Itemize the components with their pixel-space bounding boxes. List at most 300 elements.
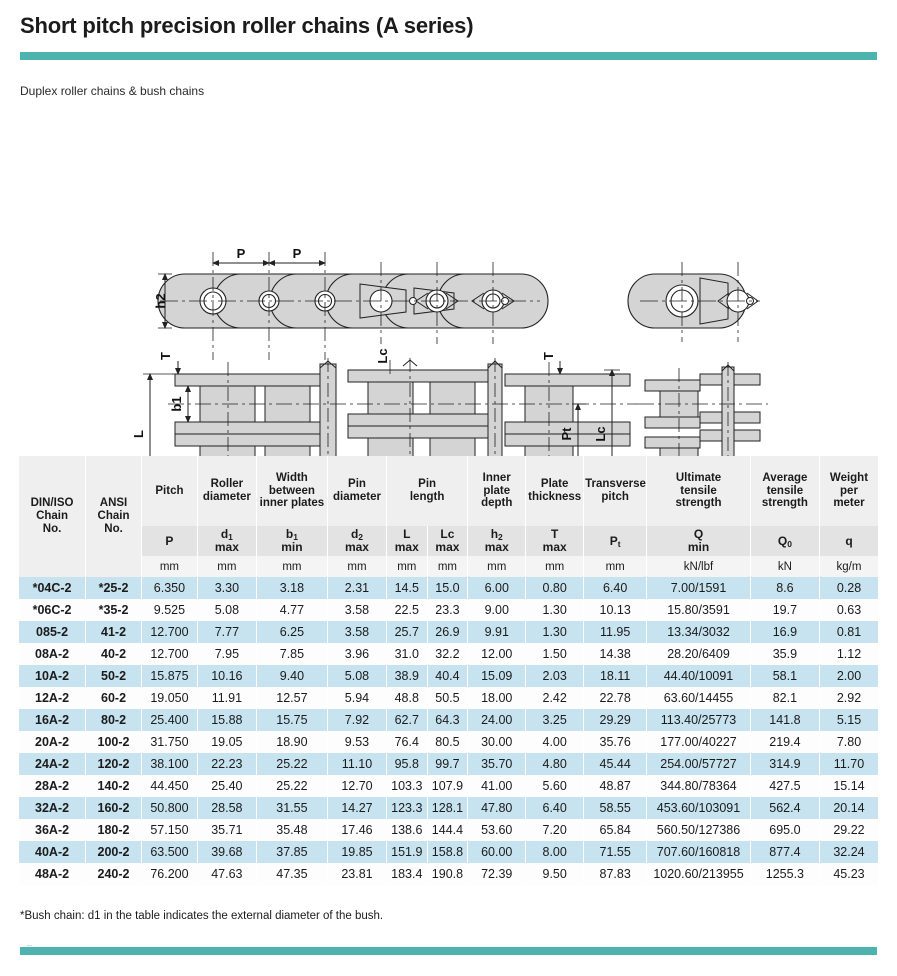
col-inner-plate-l3: depth bbox=[481, 497, 513, 510]
page-marker: _ bbox=[27, 936, 33, 946]
col-ansi-l1: ANSI bbox=[99, 497, 128, 510]
sym-h2-sub: 2 bbox=[498, 532, 503, 543]
cell-p: 25.400 bbox=[141, 709, 197, 731]
col-plate-thickness-l1: Plate bbox=[540, 478, 569, 491]
sym-roller-diameter bbox=[197, 526, 256, 556]
col-width-between-plates bbox=[256, 456, 327, 526]
cell-pt: 18.11 bbox=[584, 665, 647, 687]
cell-lc: 158.8 bbox=[427, 841, 468, 863]
cell-h2: 24.00 bbox=[468, 709, 526, 731]
cell-pt: 45.44 bbox=[584, 753, 647, 775]
table-header-symbols bbox=[19, 526, 879, 556]
cell-pt: 14.38 bbox=[584, 643, 647, 665]
cell-ansi: 240-2 bbox=[86, 863, 142, 885]
unit-roller-diameter: mm bbox=[197, 556, 256, 577]
table-row bbox=[19, 687, 879, 709]
cell-b1: 7.85 bbox=[256, 643, 327, 665]
cell-q0: 16.9 bbox=[750, 621, 819, 643]
cell-lc: 64.3 bbox=[427, 709, 468, 731]
sym-q0-sub: 0 bbox=[787, 538, 792, 549]
cell-weight: 29.22 bbox=[819, 819, 878, 841]
cell-ansi: 100-2 bbox=[86, 731, 142, 753]
sym-pin-length-l bbox=[386, 526, 427, 556]
page-title: Short pitch precision roller chains (A series) bbox=[20, 13, 474, 38]
sym-b1-qual: min bbox=[281, 540, 303, 554]
cell-lc: 26.9 bbox=[427, 621, 468, 643]
col-ansi-l3: No. bbox=[104, 522, 123, 535]
cell-h2: 6.00 bbox=[468, 577, 526, 599]
cell-weight: 1.12 bbox=[819, 643, 878, 665]
sym-pitch bbox=[141, 526, 197, 556]
cell-t: 0.80 bbox=[526, 577, 584, 599]
cell-b1: 25.22 bbox=[256, 775, 327, 797]
cell-d2: 5.08 bbox=[328, 665, 387, 687]
page-subtitle: Duplex roller chains & bush chains bbox=[20, 84, 205, 98]
cell-weight: 5.15 bbox=[819, 709, 878, 731]
col-din-iso-l2: Chain bbox=[36, 510, 69, 523]
cell-din: 40A-2 bbox=[19, 841, 86, 863]
cell-ansi: 60-2 bbox=[86, 687, 142, 709]
cell-din: 08A-2 bbox=[19, 643, 86, 665]
sym-q-qual: min bbox=[687, 540, 710, 554]
col-pin-length bbox=[386, 456, 467, 526]
unit-average-tensile: kN bbox=[750, 556, 819, 577]
table-row bbox=[19, 731, 879, 753]
col-ansi-l2: Chain bbox=[97, 510, 130, 523]
cell-d1: 47.63 bbox=[197, 863, 256, 885]
table-row bbox=[19, 819, 879, 841]
label-width-between-plates: b1 bbox=[169, 396, 184, 412]
cell-ansi: *35-2 bbox=[86, 599, 142, 621]
cell-d2: 17.46 bbox=[328, 819, 387, 841]
label-transverse-pitch: Pt bbox=[559, 427, 574, 441]
label-pin-length-cotter-right: Lc bbox=[593, 426, 608, 442]
cell-h2: 35.70 bbox=[468, 753, 526, 775]
col-pin-diameter-l2: diameter bbox=[333, 491, 381, 503]
cell-ansi: 120-2 bbox=[86, 753, 142, 775]
cell-d1: 28.58 bbox=[197, 797, 256, 819]
cell-l: 103.3 bbox=[386, 775, 427, 797]
cell-lc: 99.7 bbox=[427, 753, 468, 775]
cell-d2: 3.58 bbox=[328, 599, 387, 621]
sym-q-base: Q bbox=[693, 527, 704, 542]
cell-weight: 0.81 bbox=[819, 621, 878, 643]
sym-l-qual: max bbox=[394, 540, 419, 554]
cell-pt: 22.78 bbox=[584, 687, 647, 709]
cell-d1: 10.16 bbox=[197, 665, 256, 687]
cell-d1: 7.95 bbox=[197, 643, 256, 665]
cell-l: 138.6 bbox=[386, 819, 427, 841]
col-width-l1: Width bbox=[276, 471, 308, 484]
cell-d1: 15.88 bbox=[197, 709, 256, 731]
cell-pt: 48.87 bbox=[584, 775, 647, 797]
sym-plate-thickness bbox=[526, 526, 584, 556]
cell-ansi: 40-2 bbox=[86, 643, 142, 665]
cell-weight: 11.70 bbox=[819, 753, 878, 775]
cell-b1: 25.22 bbox=[256, 753, 327, 775]
cell-din: *06C-2 bbox=[19, 599, 86, 621]
sym-inner-plate-depth bbox=[468, 526, 526, 556]
sym-l-base: L bbox=[403, 527, 411, 542]
cell-b1: 6.25 bbox=[256, 621, 327, 643]
sym-width bbox=[256, 526, 327, 556]
cell-q: 63.60/14455 bbox=[647, 687, 751, 709]
col-weight-per-meter bbox=[819, 456, 878, 526]
cell-q: 254.00/57727 bbox=[647, 753, 751, 775]
sym-lc-base: Lc bbox=[440, 527, 455, 542]
cell-t: 4.80 bbox=[526, 753, 584, 775]
col-inner-plate-l2: plate bbox=[483, 484, 511, 497]
cell-b1: 18.90 bbox=[256, 731, 327, 753]
sym-b1-sub: 1 bbox=[293, 532, 298, 543]
cell-p: 15.875 bbox=[141, 665, 197, 687]
cell-weight: 15.14 bbox=[819, 775, 878, 797]
cell-d1: 5.08 bbox=[197, 599, 256, 621]
col-din-iso-l3: No. bbox=[42, 522, 62, 535]
label-pin-length-cotter: Lc bbox=[375, 348, 390, 364]
cell-q: 707.60/160818 bbox=[647, 841, 751, 863]
cell-weight: 7.80 bbox=[819, 731, 878, 753]
sym-average-tensile bbox=[750, 526, 819, 556]
cell-p: 76.200 bbox=[141, 863, 197, 885]
cell-d2: 2.31 bbox=[328, 577, 387, 599]
cell-l: 22.5 bbox=[386, 599, 427, 621]
cell-q0: 219.4 bbox=[750, 731, 819, 753]
accent-rule-top bbox=[20, 52, 877, 60]
cell-lc: 144.4 bbox=[427, 819, 468, 841]
cell-d2: 5.94 bbox=[328, 687, 387, 709]
cell-h2: 12.00 bbox=[468, 643, 526, 665]
cell-lc: 190.8 bbox=[427, 863, 468, 885]
cell-l: 95.8 bbox=[386, 753, 427, 775]
cell-ansi: 41-2 bbox=[86, 621, 142, 643]
sym-h2-qual: max bbox=[484, 540, 509, 554]
cell-q0: 877.4 bbox=[750, 841, 819, 863]
cell-pt: 58.55 bbox=[584, 797, 647, 819]
table-row bbox=[19, 775, 879, 797]
cell-p: 38.100 bbox=[141, 753, 197, 775]
cell-d2: 12.70 bbox=[328, 775, 387, 797]
cell-p: 12.700 bbox=[141, 621, 197, 643]
cell-t: 6.40 bbox=[526, 797, 584, 819]
cell-l: 183.4 bbox=[386, 863, 427, 885]
cell-weight: 0.63 bbox=[819, 599, 878, 621]
sym-pin-length-lc bbox=[427, 526, 468, 556]
cell-d2: 23.81 bbox=[328, 863, 387, 885]
cell-t: 1.30 bbox=[526, 599, 584, 621]
cell-d2: 3.96 bbox=[328, 643, 387, 665]
cell-h2: 30.00 bbox=[468, 731, 526, 753]
cell-pt: 71.55 bbox=[584, 841, 647, 863]
unit-plate-thickness: mm bbox=[526, 556, 584, 577]
unit-pin-length-l: mm bbox=[386, 556, 427, 577]
cell-q: 177.00/40227 bbox=[647, 731, 751, 753]
cell-lc: 107.9 bbox=[427, 775, 468, 797]
cell-p: 12.700 bbox=[141, 643, 197, 665]
cell-b1: 37.85 bbox=[256, 841, 327, 863]
col-average-l1: Average bbox=[762, 471, 808, 484]
cell-b1: 31.55 bbox=[256, 797, 327, 819]
cell-q: 344.80/78364 bbox=[647, 775, 751, 797]
chain-technical-drawing bbox=[0, 112, 897, 442]
cell-din: 36A-2 bbox=[19, 819, 86, 841]
cell-pt: 35.76 bbox=[584, 731, 647, 753]
cell-d2: 3.58 bbox=[328, 621, 387, 643]
sym-d1-base: d bbox=[220, 527, 229, 542]
table-row bbox=[19, 841, 879, 863]
cell-b1: 12.57 bbox=[256, 687, 327, 709]
cell-q: 560.50/127386 bbox=[647, 819, 751, 841]
cell-p: 57.150 bbox=[141, 819, 197, 841]
col-plate-thickness-l2: thickness bbox=[528, 491, 582, 503]
col-din-iso bbox=[19, 456, 86, 577]
sym-pitch-text: P bbox=[165, 533, 174, 548]
table-row bbox=[19, 621, 879, 643]
sym-d2-sub: 2 bbox=[358, 532, 364, 543]
sym-q0-base: Q bbox=[777, 533, 788, 548]
cell-weight: 32.24 bbox=[819, 841, 878, 863]
cell-pt: 29.29 bbox=[584, 709, 647, 731]
cell-lc: 50.5 bbox=[427, 687, 468, 709]
label-pin-length: L bbox=[131, 430, 146, 438]
cell-d1: 7.77 bbox=[197, 621, 256, 643]
col-ultimate-l1: Ultimate bbox=[675, 471, 722, 484]
col-weight-l3: meter bbox=[833, 497, 865, 510]
cell-q0: 82.1 bbox=[750, 687, 819, 709]
cell-d1: 3.30 bbox=[197, 577, 256, 599]
cell-q0: 8.6 bbox=[750, 577, 819, 599]
col-transverse-l2: pitch bbox=[601, 491, 629, 503]
col-din-iso-l1: DIN/ISO bbox=[30, 497, 74, 510]
col-width-l3: inner plates bbox=[259, 497, 325, 510]
cell-p: 63.500 bbox=[141, 841, 197, 863]
cell-h2: 18.00 bbox=[468, 687, 526, 709]
col-average-l3: strength bbox=[761, 497, 808, 510]
cell-d1: 39.68 bbox=[197, 841, 256, 863]
cell-d2: 7.92 bbox=[328, 709, 387, 731]
cell-p: 31.750 bbox=[141, 731, 197, 753]
col-inner-plate-l1: Inner bbox=[482, 471, 511, 484]
cell-b1: 3.18 bbox=[256, 577, 327, 599]
cell-din: 48A-2 bbox=[19, 863, 86, 885]
table-row bbox=[19, 709, 879, 731]
cell-ansi: 180-2 bbox=[86, 819, 142, 841]
col-ultimate-tensile-strength bbox=[647, 456, 751, 526]
cell-h2: 72.39 bbox=[468, 863, 526, 885]
cell-h2: 41.00 bbox=[468, 775, 526, 797]
cell-l: 48.8 bbox=[386, 687, 427, 709]
cell-h2: 9.91 bbox=[468, 621, 526, 643]
cell-q0: 141.8 bbox=[750, 709, 819, 731]
cell-t: 3.25 bbox=[526, 709, 584, 731]
table-row bbox=[19, 643, 879, 665]
cell-t: 2.42 bbox=[526, 687, 584, 709]
label-pitch-2: P bbox=[292, 246, 302, 261]
cell-l: 76.4 bbox=[386, 731, 427, 753]
cell-d1: 11.91 bbox=[197, 687, 256, 709]
cell-t: 1.50 bbox=[526, 643, 584, 665]
cell-din: *04C-2 bbox=[19, 577, 86, 599]
cell-din: 20A-2 bbox=[19, 731, 86, 753]
cell-d2: 19.85 bbox=[328, 841, 387, 863]
cell-p: 50.800 bbox=[141, 797, 197, 819]
col-ultimate-l2: tensile bbox=[680, 484, 717, 497]
label-plate-thickness-right: T bbox=[541, 352, 556, 360]
col-ultimate-l3: strength bbox=[675, 497, 722, 510]
chain-side-view bbox=[158, 252, 548, 360]
sym-lc-qual: max bbox=[435, 540, 460, 554]
cell-lc: 15.0 bbox=[427, 577, 468, 599]
sym-transverse-pitch bbox=[584, 526, 647, 556]
unit-transverse-pitch: mm bbox=[584, 556, 647, 577]
cell-d2: 11.10 bbox=[328, 753, 387, 775]
unit-inner-plate-depth: mm bbox=[468, 556, 526, 577]
cell-din: 12A-2 bbox=[19, 687, 86, 709]
cell-weight: 45.23 bbox=[819, 863, 878, 885]
cell-l: 151.9 bbox=[386, 841, 427, 863]
cell-q: 113.40/25773 bbox=[647, 709, 751, 731]
col-pin-length-l1: Pin bbox=[418, 478, 437, 491]
cell-q0: 1255.3 bbox=[750, 863, 819, 885]
col-pin-diameter-l1: Pin bbox=[348, 478, 366, 491]
sym-weight-text: q bbox=[845, 533, 853, 548]
sym-pin-diameter bbox=[328, 526, 387, 556]
cell-ansi: 140-2 bbox=[86, 775, 142, 797]
cell-q: 15.80/3591 bbox=[647, 599, 751, 621]
cell-pt: 10.13 bbox=[584, 599, 647, 621]
cell-q: 7.00/1591 bbox=[647, 577, 751, 599]
table-row bbox=[19, 577, 879, 599]
table-footnote: *Bush chain: d1 in the table indicates the external diameter of the bush. bbox=[20, 910, 384, 922]
cell-t: 7.20 bbox=[526, 819, 584, 841]
cell-din: 10A-2 bbox=[19, 665, 86, 687]
table-row bbox=[19, 753, 879, 775]
specification-table-body bbox=[19, 577, 879, 885]
cell-q: 13.34/3032 bbox=[647, 621, 751, 643]
cell-lc: 32.2 bbox=[427, 643, 468, 665]
cell-h2: 9.00 bbox=[468, 599, 526, 621]
cell-q: 44.40/10091 bbox=[647, 665, 751, 687]
label-plate-thickness-left: T bbox=[158, 352, 173, 360]
cell-d2: 14.27 bbox=[328, 797, 387, 819]
cell-weight: 0.28 bbox=[819, 577, 878, 599]
cell-l: 123.3 bbox=[386, 797, 427, 819]
cell-q0: 35.9 bbox=[750, 643, 819, 665]
connecting-link-top-view bbox=[628, 262, 760, 342]
col-weight-l1: Weight bbox=[829, 471, 869, 484]
col-transverse-l1: Transverse bbox=[585, 478, 646, 491]
cell-din: 24A-2 bbox=[19, 753, 86, 775]
cell-din: 16A-2 bbox=[19, 709, 86, 731]
cell-p: 6.350 bbox=[141, 577, 197, 599]
sym-b1-base: b bbox=[285, 527, 294, 542]
cell-l: 62.7 bbox=[386, 709, 427, 731]
col-weight-l2: per bbox=[840, 484, 858, 497]
col-roller-diameter bbox=[197, 456, 256, 526]
cell-weight: 2.92 bbox=[819, 687, 878, 709]
unit-width: mm bbox=[256, 556, 327, 577]
col-pin-diameter bbox=[328, 456, 387, 526]
table-row bbox=[19, 665, 879, 687]
accent-rule-bottom bbox=[20, 947, 877, 955]
cell-h2: 15.09 bbox=[468, 665, 526, 687]
cell-d1: 22.23 bbox=[197, 753, 256, 775]
table-row bbox=[19, 599, 879, 621]
cell-b1: 15.75 bbox=[256, 709, 327, 731]
cell-t: 5.60 bbox=[526, 775, 584, 797]
cell-lc: 128.1 bbox=[427, 797, 468, 819]
col-average-tensile-strength bbox=[750, 456, 819, 526]
cell-ansi: *25-2 bbox=[86, 577, 142, 599]
col-ansi bbox=[86, 456, 142, 577]
col-inner-plate-depth bbox=[468, 456, 526, 526]
col-width-l2: between bbox=[268, 484, 315, 497]
cell-h2: 53.60 bbox=[468, 819, 526, 841]
cell-b1: 35.48 bbox=[256, 819, 327, 841]
cell-ansi: 160-2 bbox=[86, 797, 142, 819]
cell-q0: 58.1 bbox=[750, 665, 819, 687]
cell-pt: 6.40 bbox=[584, 577, 647, 599]
cell-h2: 60.00 bbox=[468, 841, 526, 863]
cell-pt: 11.95 bbox=[584, 621, 647, 643]
unit-ultimate-tensile: kN/lbf bbox=[647, 556, 751, 577]
cell-b1: 4.77 bbox=[256, 599, 327, 621]
cell-ansi: 80-2 bbox=[86, 709, 142, 731]
sym-pt-sub: t bbox=[617, 538, 621, 549]
col-average-l2: tensile bbox=[766, 484, 804, 497]
cell-h2: 47.80 bbox=[468, 797, 526, 819]
sym-d1-sub: 1 bbox=[228, 532, 233, 543]
cell-d1: 35.71 bbox=[197, 819, 256, 841]
cell-ansi: 50-2 bbox=[86, 665, 142, 687]
cell-weight: 20.14 bbox=[819, 797, 878, 819]
label-pitch-1: P bbox=[236, 246, 246, 261]
cell-t: 1.30 bbox=[526, 621, 584, 643]
cell-t: 8.00 bbox=[526, 841, 584, 863]
cell-t: 2.03 bbox=[526, 665, 584, 687]
table-row bbox=[19, 863, 879, 885]
cell-din: 32A-2 bbox=[19, 797, 86, 819]
table-header-names bbox=[19, 456, 879, 526]
sym-d2-base: d bbox=[350, 527, 359, 542]
cell-pt: 65.84 bbox=[584, 819, 647, 841]
cell-din: 085-2 bbox=[19, 621, 86, 643]
cell-weight: 2.00 bbox=[819, 665, 878, 687]
cell-p: 9.525 bbox=[141, 599, 197, 621]
label-inner-plate-depth: h2 bbox=[153, 293, 168, 309]
col-pin-length-l2: length bbox=[409, 491, 445, 503]
cell-lc: 80.5 bbox=[427, 731, 468, 753]
sym-t-qual: max bbox=[542, 540, 567, 554]
cell-b1: 47.35 bbox=[256, 863, 327, 885]
cell-b1: 9.40 bbox=[256, 665, 327, 687]
cell-q0: 695.0 bbox=[750, 819, 819, 841]
cell-pt: 87.83 bbox=[584, 863, 647, 885]
cell-l: 25.7 bbox=[386, 621, 427, 643]
cell-q0: 19.7 bbox=[750, 599, 819, 621]
cell-ansi: 200-2 bbox=[86, 841, 142, 863]
cell-q: 453.60/103091 bbox=[647, 797, 751, 819]
sym-t-base: T bbox=[551, 527, 559, 542]
cell-t: 4.00 bbox=[526, 731, 584, 753]
cell-d1: 25.40 bbox=[197, 775, 256, 797]
sym-d1-qual: max bbox=[214, 540, 239, 554]
cell-q: 28.20/6409 bbox=[647, 643, 751, 665]
col-pitch: Pitch bbox=[141, 456, 197, 526]
cell-q0: 562.4 bbox=[750, 797, 819, 819]
specification-table bbox=[18, 456, 879, 885]
cell-p: 19.050 bbox=[141, 687, 197, 709]
